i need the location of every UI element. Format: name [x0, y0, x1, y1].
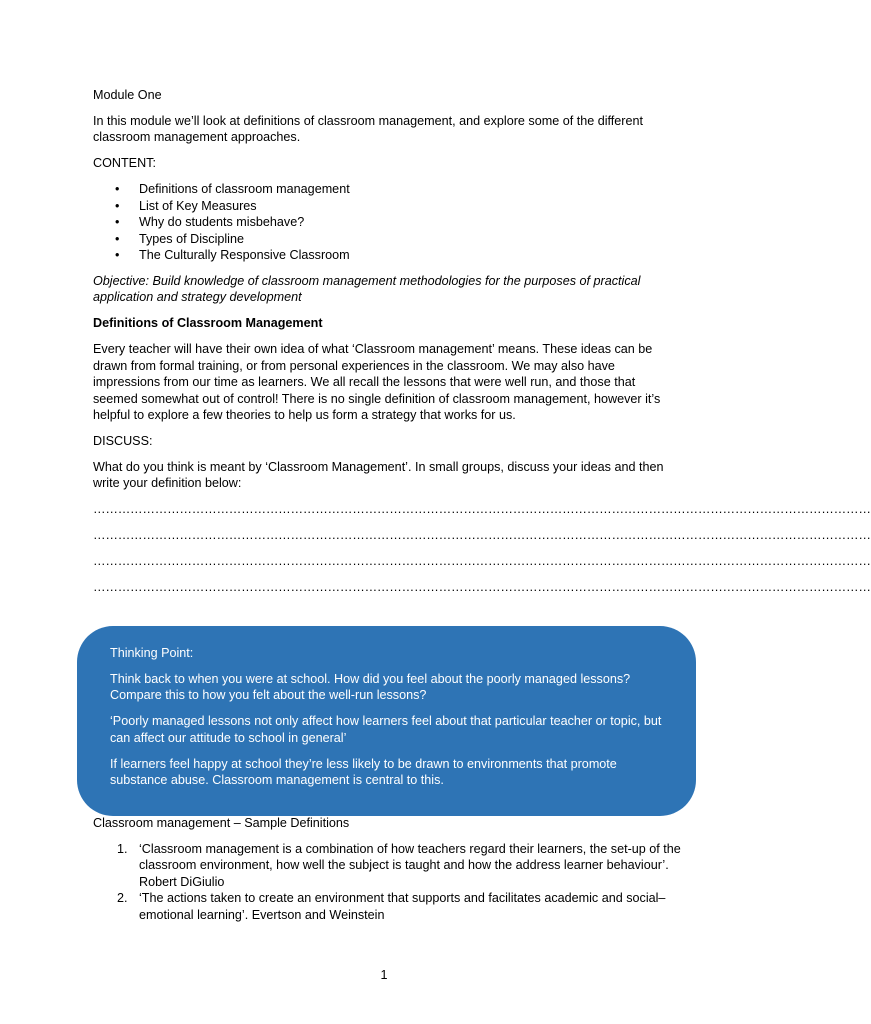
list-item [93, 247, 683, 263]
list-item-text: List of Key Measures [139, 198, 257, 213]
answer-line: ……………………………………………………………………………………………………………………………………………………………………… [93, 528, 871, 543]
definition-item [93, 841, 683, 890]
bullet-icon: • [115, 231, 120, 246]
thinking-point-box [77, 626, 696, 816]
thinking-point-content [110, 645, 675, 798]
definitions-list [93, 841, 683, 923]
content-label: CONTENT: [93, 156, 156, 171]
list-item-text: Definitions of classroom management [139, 182, 350, 197]
definitions-heading: Classroom management – Sample Definitions [93, 816, 350, 830]
section-heading: Definitions of Classroom Management [93, 316, 323, 331]
bullet-icon: • [115, 248, 120, 263]
list-item [93, 231, 683, 247]
list-item-text: Why do students misbehave? [139, 215, 305, 230]
content-list [93, 181, 683, 263]
list-item-text: Types of Discipline [139, 231, 244, 246]
list-item-text: The Culturally Responsive Classroom [139, 248, 350, 263]
definition-text: ‘Classroom management is a combination of how teachers regard their learners, the set-up of the classroom environment, how well the subject is taught and how the address learner behaviour’. Robert DiGiulio [139, 842, 681, 889]
answer-line: ……………………………………………………………………………………………………………………………………………………………………… [93, 580, 871, 595]
discuss-prompt: What do you think is meant by ‘Classroom Management’. In small groups, discuss your ideas and then write your definition below: [93, 460, 664, 491]
definitions-section [93, 815, 683, 923]
definition-item [93, 890, 683, 923]
definition-number: 2. [117, 891, 128, 906]
discuss-label: DISCUSS: [93, 434, 153, 449]
thinking-point-paragraph: If learners feel happy at school they’re less likely to be drawn to environments that promote substance abuse. Classroom management is central to this. [110, 756, 617, 788]
list-item [93, 214, 683, 230]
bullet-icon: • [115, 215, 120, 230]
objective-text: Objective: Build knowledge of classroom management methodologies for the purposes of practical application and strategy development [93, 274, 641, 305]
thinking-point-paragraph: Think back to when you were at school. How did you feel about the poorly managed lessons? Compare this to how you felt about the well-run lessons? [110, 672, 631, 703]
answer-line: ……………………………………………………………………………………………………………………………………………………………………… [93, 502, 871, 517]
section-body: Every teacher will have their own idea of what ‘Classroom management’ means. These ideas can be drawn from formal training, or from personal experiences in the classroom. We may also have impressions from our time as learners. We all recall the lessons that were well run, and those that seemed somewhat out of control! There is no single definition of classroom management, however it’s helpful to explore a few theories to help us form a strategy that works for us. [93, 342, 661, 423]
page-content [93, 87, 871, 605]
definition-text: ‘The actions taken to create an environment that supports and facilitates academic and social–emotional learning’. Evertson and Weinstein [139, 891, 666, 922]
answer-line: ……………………………………………………………………………………………………………………………………………………………………… [93, 554, 871, 569]
thinking-point-title: Thinking Point: [110, 646, 194, 660]
thinking-point-quote: ‘Poorly managed lessons not only affect how learners feel about that particular teacher or topic, but can affect our attitude to school in general’ [110, 714, 662, 745]
list-item [93, 198, 683, 214]
definition-number: 1. [117, 842, 128, 856]
bullet-icon: • [115, 198, 120, 213]
page-number: 1 [380, 968, 388, 982]
bullet-icon: • [115, 182, 120, 197]
module-title: Module One [93, 88, 162, 102]
intro-paragraph: In this module we’ll look at definitions of classroom management, and explore some of the different classroom management approaches. [93, 114, 643, 145]
list-item [93, 181, 683, 197]
